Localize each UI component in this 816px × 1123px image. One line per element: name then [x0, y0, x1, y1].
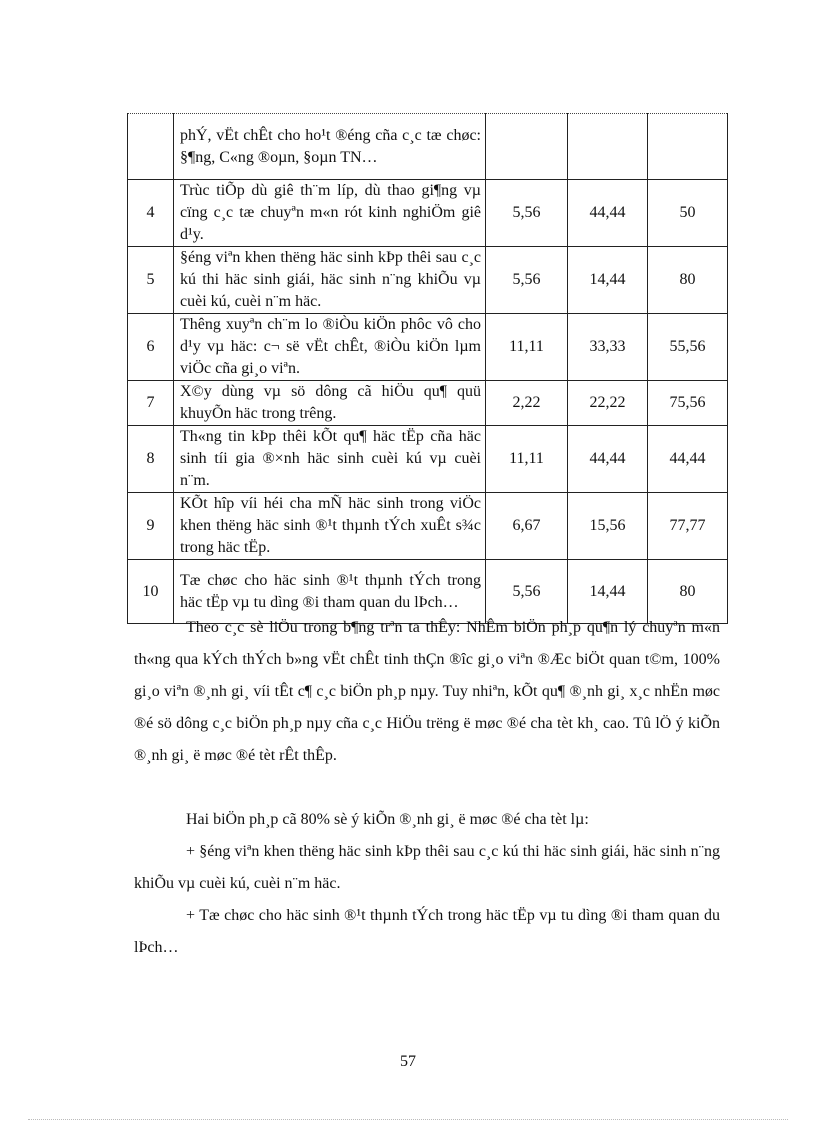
table-row [128, 314, 728, 381]
measure-description-cell: X©y dùng vµ sö dông cã hiÖu qu¶ quü khuyÕn häc trong trêng. [174, 381, 486, 426]
percentage-cell: 14,44 [568, 247, 648, 314]
evaluation-table [127, 113, 728, 624]
row-number-cell: 8 [128, 426, 174, 493]
percentage-cell: 55,56 [648, 314, 728, 381]
row-number-cell [128, 114, 174, 180]
percentage-cell [486, 114, 568, 180]
percentage-cell: 44,44 [568, 180, 648, 247]
percentage-cell [568, 114, 648, 180]
row-number-cell: 7 [128, 381, 174, 426]
percentage-cell: 22,22 [568, 381, 648, 426]
table-row [128, 180, 728, 247]
measure-description-cell: KÕt hîp víi héi cha mÑ häc sinh trong viÖc khen thëng häc sinh ®¹t thµnh tÝch xuÊt s¾c trong häc tËp. [174, 493, 486, 560]
percentage-cell: 80 [648, 247, 728, 314]
percentage-cell: 44,44 [648, 426, 728, 493]
table-row [128, 426, 728, 493]
percentage-cell: 5,56 [486, 247, 568, 314]
percentage-cell: 14,44 [568, 560, 648, 624]
table-body [128, 114, 728, 624]
page-number: 57 [400, 1053, 416, 1070]
row-number-cell: 4 [128, 180, 174, 247]
percentage-cell: 50 [648, 180, 728, 247]
row-number-cell: 5 [128, 247, 174, 314]
row-number-cell: 9 [128, 493, 174, 560]
measure-description-cell: Tæ chøc cho häc sinh ®¹t thµnh tÝch trong häc tËp vµ tu dìng ®i tham quan du lÞch… [174, 560, 486, 624]
row-number-cell: 10 [128, 560, 174, 624]
analysis-paragraph: Theo c¸c sè liÖu trong b¶ng trªn ta thÊy: NhÊm biÖn ph¸p qu¶n lý chuyªn m«n th«ng qua kÝch thÝch b»ng vËt chÊt tinh thÇn ®îc gi¸o viªn ®Æc biÖt quan t©m, 100% gi¸o viªn ®¸nh gi¸ víi tÊt c¶ c¸c biÖn ph¸p nµy. Tuy nhiªn, kÕt qu¶ ®¸nh gi¸ x¸c nhËn møc ®é sö dông c¸c biÖn ph¸p nµy cña c¸c HiÖu trëng ë møc ®é cha tèt kh¸ cao. Tû lÖ ý kiÕn ®¸nh gi¸ ë møc ®é tèt rÊt thÊp. [134, 619, 720, 764]
percentage-cell: 80 [648, 560, 728, 624]
percentage-cell: 5,56 [486, 560, 568, 624]
measure-description-cell: §éng viªn khen thëng häc sinh kÞp thêi sau c¸c kú thi häc sinh giái, häc sinh n¨ng khiÕu vµ cuèi kú, cuèi n¨m häc. [174, 247, 486, 314]
measure-description-cell: phÝ, vËt chÊt cho ho¹t ®éng cña c¸c tæ chøc: §¶ng, C«ng ®oµn, §oµn TN… [174, 114, 486, 180]
percentage-cell: 6,67 [486, 493, 568, 560]
percentage-cell: 2,22 [486, 381, 568, 426]
measure-description-cell: Th«ng tin kÞp thêi kÕt qu¶ häc tËp cña häc sinh tíi gia ®×nh häc sinh cuèi kú vµ cuèi n¨m. [174, 426, 486, 493]
percentage-cell: 44,44 [568, 426, 648, 493]
percentage-cell: 5,56 [486, 180, 568, 247]
percentage-cell: 77,77 [648, 493, 728, 560]
table-row [128, 381, 728, 426]
table-row [128, 247, 728, 314]
row-number-cell: 6 [128, 314, 174, 381]
percentage-cell: 11,11 [486, 314, 568, 381]
percentage-cell: 75,56 [648, 381, 728, 426]
percentage-cell [648, 114, 728, 180]
percentage-cell: 33,33 [568, 314, 648, 381]
table-row [128, 493, 728, 560]
measure-description-cell: Thêng xuyªn ch¨m lo ®iÒu kiÖn phôc vô cho d¹y vµ häc: c¬ së vËt chÊt, ®iÒu kiÖn lµm viÖc cña gi¸o viªn. [174, 314, 486, 381]
measure-description-cell: Trùc tiÕp dù giê th¨m líp, dù thao gi¶ng vµ cïng c¸c tæ chuyªn m«n rót kinh nghiÖm giê d¹y. [174, 180, 486, 247]
summary-paragraph: Hai biÖn ph¸p cã 80% sè ý kiÕn ®¸nh gi¸ ë møc ®é cha tèt lµ: [186, 811, 589, 828]
bullet-item-1: + §éng viªn khen thëng häc sinh kÞp thêi sau c¸c kú thi häc sinh giái, häc sinh n¨ng khiÕu vµ cuèi kú, cuèi n¨m häc. [134, 843, 720, 892]
table-row [128, 114, 728, 180]
percentage-cell: 15,56 [568, 493, 648, 560]
bottom-rule [28, 1119, 788, 1120]
bullet-item-2: + Tæ chøc cho häc sinh ®¹t thµnh tÝch trong häc tËp vµ tu dìng ®i tham quan du lÞch… [134, 907, 720, 956]
percentage-cell: 11,11 [486, 426, 568, 493]
